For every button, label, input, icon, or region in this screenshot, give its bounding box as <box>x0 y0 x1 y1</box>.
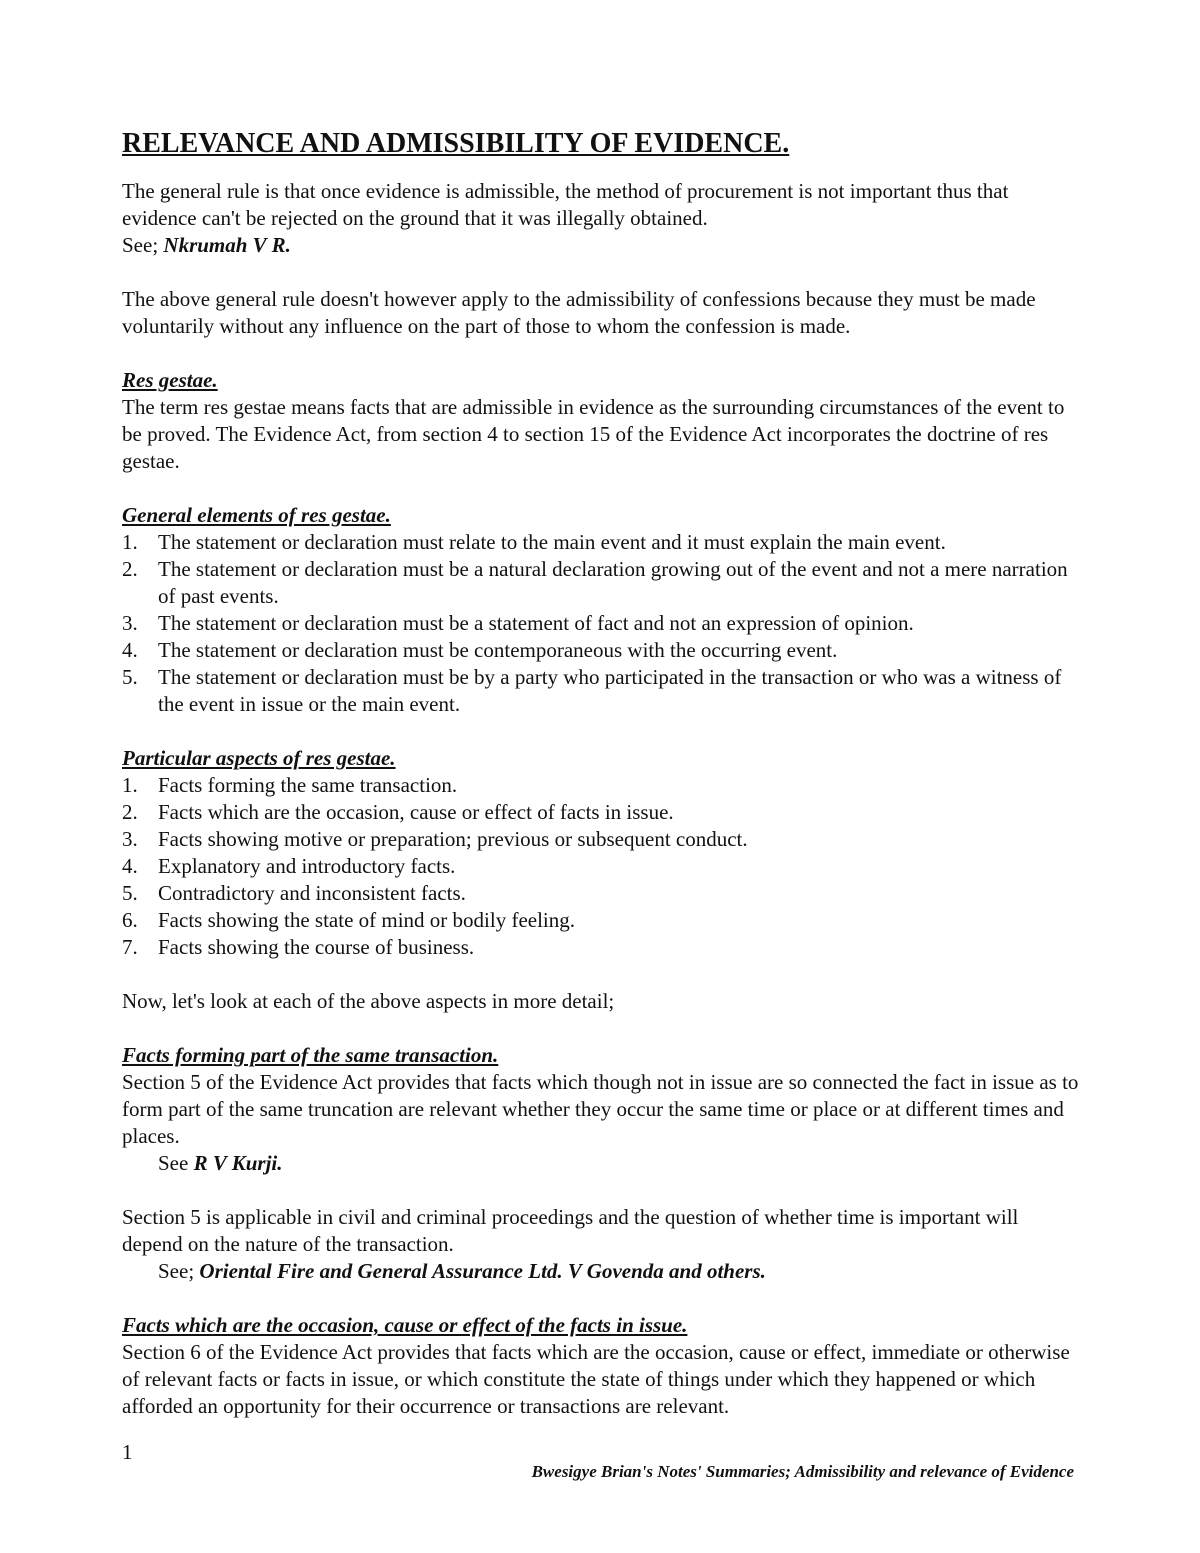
list-number: 3. <box>122 611 138 635</box>
document-title: RELEVANCE AND ADMISSIBILITY OF EVIDENCE. <box>122 128 790 159</box>
list-text: Facts forming the same transaction. <box>158 773 458 797</box>
intro-text: The general rule is that once evidence is admissible, the method of procurement is not important thus that evidence can't be rejected on the ground that it was illegally obtained. <box>122 179 1009 230</box>
intro-paragraph <box>122 178 1082 259</box>
list-text: Facts showing motive or preparation; previous or subsequent conduct. <box>158 827 748 851</box>
list-item <box>122 826 1082 853</box>
see-label: See; <box>122 233 164 257</box>
list-item <box>122 529 1082 556</box>
list-number: 7. <box>122 935 138 959</box>
list-number: 5. <box>122 881 138 905</box>
same-transaction-citation <box>122 1150 1082 1177</box>
list-item <box>122 772 1082 799</box>
list-text: The statement or declaration must be contemporaneous with the occurring event. <box>158 638 838 662</box>
confessions-text: The above general rule doesn't however apply to the admissibility of confessions because they must be made voluntarily without any influence on the part of those to whom the confession is made. <box>122 287 1036 338</box>
occasion-cause-section <box>122 1312 1082 1420</box>
occasion-cause-text: Section 6 of the Evidence Act provides that facts which are the occasion, cause or effect, immediate or otherwise of relevant facts or facts in issue, or which constitute the state of things under which they happened or which afforded an opportunity for their occurrence or transactions are relevant. <box>122 1340 1070 1418</box>
confessions-paragraph <box>122 286 1082 340</box>
list-item <box>122 799 1082 826</box>
list-text: Contradictory and inconsistent facts. <box>158 881 466 905</box>
intro-citation <box>122 232 1082 259</box>
list-text: The statement or declaration must be by a party who participated in the transaction or who was a witness of the event in issue or the main event. <box>158 665 1062 716</box>
page-footer: Bwesigye Brian's Notes' Summaries; Admissibility and relevance of Evidence <box>531 1462 1074 1481</box>
list-text: Facts showing the course of business. <box>158 935 475 959</box>
section5-citation <box>122 1258 1082 1285</box>
list-number: 1. <box>122 773 138 797</box>
list-item <box>122 610 1082 637</box>
section-heading: Facts which are the occasion, cause or effect of the facts in issue. <box>122 1313 688 1337</box>
section5-paragraph <box>122 1204 1082 1285</box>
particular-aspects-section <box>122 745 1082 961</box>
list-item <box>122 664 1082 718</box>
transition-paragraph <box>122 988 1082 1015</box>
section-heading: General elements of res gestae. <box>122 503 391 527</box>
page-number: 1 <box>122 1440 133 1464</box>
section-heading: Res gestae. <box>122 368 218 392</box>
list-text: Explanatory and introductory facts. <box>158 854 456 878</box>
list-text: The statement or declaration must be a statement of fact and not an expression of opinion. <box>158 611 914 635</box>
list-item <box>122 853 1082 880</box>
same-transaction-text: Section 5 of the Evidence Act provides that facts which though not in issue are so connected the fact in issue as to form part of the same truncation are relevant whether they occur the same time or place or at different times and places. <box>122 1070 1079 1148</box>
general-elements-section <box>122 502 1082 718</box>
section5-text: Section 5 is applicable in civil and criminal proceedings and the question of whether time is important will depend on the nature of the transaction. <box>122 1205 1019 1256</box>
list-number: 6. <box>122 908 138 932</box>
particular-aspects-list <box>122 772 1082 961</box>
list-number: 5. <box>122 665 138 689</box>
list-number: 2. <box>122 800 138 824</box>
list-item <box>122 637 1082 664</box>
list-text: The statement or declaration must be a natural declaration growing out of the event and not a mere narration of past events. <box>158 557 1068 608</box>
list-item <box>122 907 1082 934</box>
section-heading: Facts forming part of the same transaction. <box>122 1043 499 1067</box>
list-text: Facts which are the occasion, cause or effect of facts in issue. <box>158 800 674 824</box>
transition-text: Now, let's look at each of the above aspects in more detail; <box>122 989 615 1013</box>
case-name: R V Kurji. <box>193 1151 283 1175</box>
list-number: 1. <box>122 530 138 554</box>
section-heading: Particular aspects of res gestae. <box>122 746 396 770</box>
list-text: Facts showing the state of mind or bodily feeling. <box>158 908 576 932</box>
list-number: 4. <box>122 854 138 878</box>
list-number: 3. <box>122 827 138 851</box>
res-gestae-section <box>122 367 1082 475</box>
list-item <box>122 934 1082 961</box>
same-transaction-section <box>122 1042 1082 1177</box>
case-name: Nkrumah V R. <box>163 233 291 257</box>
list-item <box>122 556 1082 610</box>
see-label: See; <box>158 1259 200 1283</box>
case-name: Oriental Fire and General Assurance Ltd. V Govenda and others. <box>199 1259 766 1283</box>
res-gestae-text: The term res gestae means facts that are admissible in evidence as the surrounding circumstances of the event to be proved. The Evidence Act, from section 4 to section 15 of the Evidence Act incorporates the doctrine of res gestae. <box>122 395 1065 473</box>
list-text: The statement or declaration must relate to the main event and it must explain the main event. <box>158 530 946 554</box>
document-page <box>122 126 1082 1447</box>
general-elements-list <box>122 529 1082 718</box>
list-number: 2. <box>122 557 138 581</box>
list-item <box>122 880 1082 907</box>
list-number: 4. <box>122 638 138 662</box>
see-label: See <box>158 1151 194 1175</box>
